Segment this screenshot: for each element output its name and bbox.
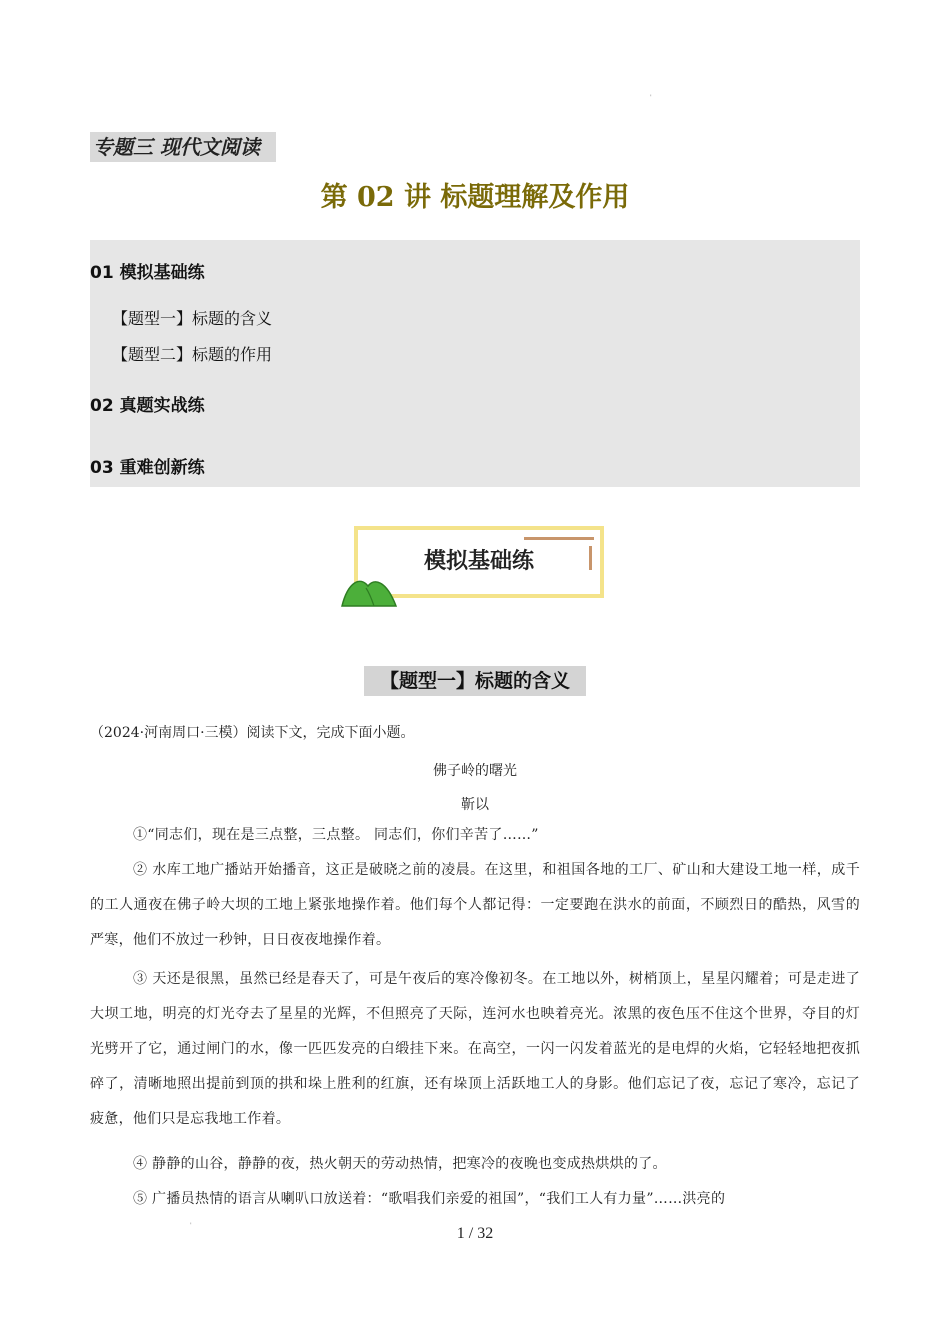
passage-author: 靳以 (461, 797, 489, 813)
outline-subitem-type2: 【题型二】标题的作用 (112, 345, 273, 364)
paragraph-2: ② 水库工地广播站开始播音，这正是破晓之前的凌晨。在这里，和祖国各地的工厂、矿山和大建设工地一样，成千的工人通夜在佛子岭大坝的工地上紧张地操作着。他们每个人都记得：一定要跑在洪水的前面，不顾烈日的酷热，风雪的严寒，他们不放过一秒钟，日日夜夜地操作着。 (90, 862, 860, 948)
question-type-heading: 【题型一】标题的含义 (364, 666, 586, 696)
paragraph-1: ①“同志们，现在是三点整，三点整。 同志们，你们辛苦了……” (133, 827, 539, 843)
paragraph-3: ③ 天还是很黑，虽然已经是春天了，可是午夜后的寒冷像初冬。在工地以外，树梢顶上，星星闪耀着；可是走进了大坝工地，明亮的灯光夺去了星星的光辉，不但照亮了天际，连河水也映着亮光。浓黑的夜色压不住这个世界，夺目的灯光劈开了它，通过闸门的水，像一匹匹发亮的白缎挂下来。在高空，一闪一闪发着蓝光的是电焊的火焰，它轻轻地把夜抓碎了，清晰地照出提前到顶的拱和垛上胜利的红旗，还有垛顶上活跃地工人的身影。他们忘记了夜，忘记了寒冷，忘记了疲惫，他们只是忘我地工作着。 (90, 971, 860, 1127)
hills-icon (340, 572, 400, 608)
corner-mark: ' (650, 94, 652, 101)
outline-section-03: 03 重难创新练 (90, 458, 205, 478)
paragraph-4: ④ 静静的山谷，静静的夜，热火朝天的劳动热情，把寒冷的夜晚也变成热烘烘的了。 (133, 1156, 667, 1172)
outline-section-02: 02 真题实战练 (90, 396, 205, 416)
banner-label: 模拟基础练 (423, 549, 534, 574)
corner-mark: ' (190, 1222, 192, 1229)
lesson-title: 第 02 讲 标题理解及作用 (320, 182, 630, 213)
paragraph-5: ⑤ 广播员热情的语言从喇叭口放送着：“歌唱我们亲爱的祖国”，“我们工人有力量”……洪亮的 (133, 1191, 726, 1207)
topic-label: 专题三 现代文阅读 (90, 132, 276, 162)
passage-title: 佛子岭的曙光 (433, 763, 517, 779)
outline-subitem-type1: 【题型一】标题的含义 (112, 309, 273, 328)
page-number: 1 / 32 (456, 1225, 494, 1242)
outline-box (90, 240, 860, 487)
passage-intro: （2024·河南周口·三模）阅读下文，完成下面小题。 (90, 725, 415, 741)
outline-section-01: 01 模拟基础练 (90, 263, 205, 283)
